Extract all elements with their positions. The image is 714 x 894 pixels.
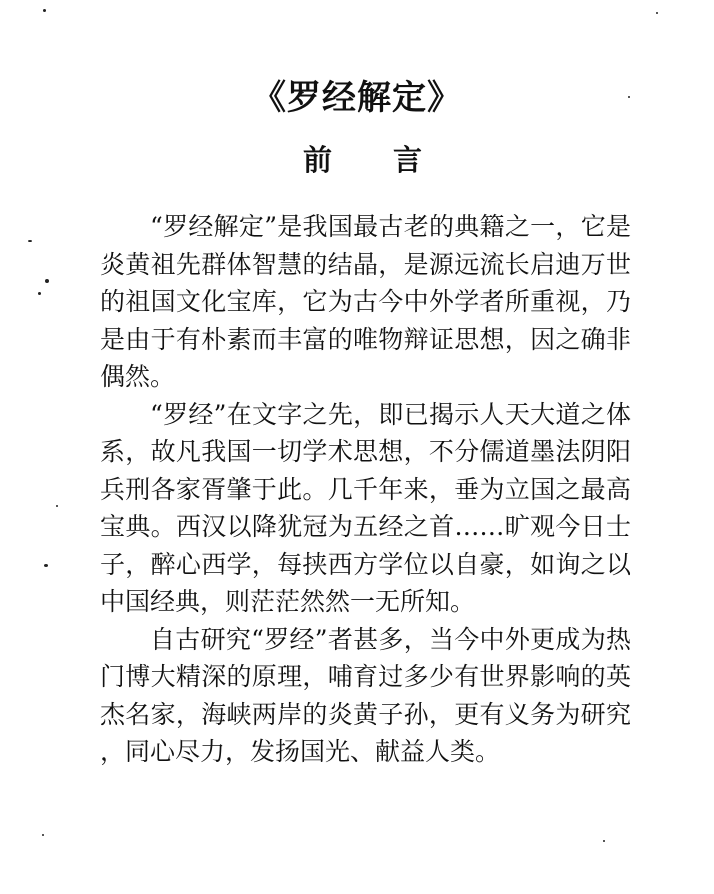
section-title-char-1: 前 xyxy=(303,143,333,177)
section-title-char-2: 言 xyxy=(393,143,423,177)
section-title xyxy=(0,140,714,180)
scan-speck xyxy=(56,505,58,507)
scan-speck xyxy=(603,840,605,842)
scan-speck xyxy=(43,9,46,12)
scan-speck xyxy=(28,240,32,242)
preface-body xyxy=(100,208,631,771)
scan-speck xyxy=(38,292,41,295)
paragraph-3: 自古研究“罗经”者甚多，当今中外更成为热门博大精深的原理，哺育过多少有世界影响的英杰名家，海峡两岸的炎黄子孙，更有义务为研究，同心尽力，发扬国光、献益人类。 xyxy=(100,624,631,766)
paragraph-1: “罗经解定”是我国最古老的典籍之一，它是炎黄祖先群体智慧的结晶，是源远流长启迪万世的祖国文化宝库，它为古今中外学者所重视，乃是由于有朴素而丰富的唯物辩证思想，因之确非偶然。 xyxy=(100,212,631,391)
scan-speck xyxy=(44,564,48,567)
scan-speck xyxy=(656,12,658,14)
scan-speck xyxy=(45,279,49,283)
book-title: 《罗经解定》 xyxy=(252,78,462,118)
paragraph-2: “罗经”在文字之先，即已揭示人天大道之体系，故凡我国一切学术思想，不分儒道墨法阴阳兵刑各家胥肇于此。几千年来，垂为立国之最高宝典。西汉以降犹冠为五经之首……旷观今日士子，醉心西学，每挟西方学位以自豪，如询之以中国经典，则茫茫然然一无所知。 xyxy=(100,399,631,616)
scan-speck xyxy=(628,96,630,98)
scan-speck xyxy=(42,834,44,836)
